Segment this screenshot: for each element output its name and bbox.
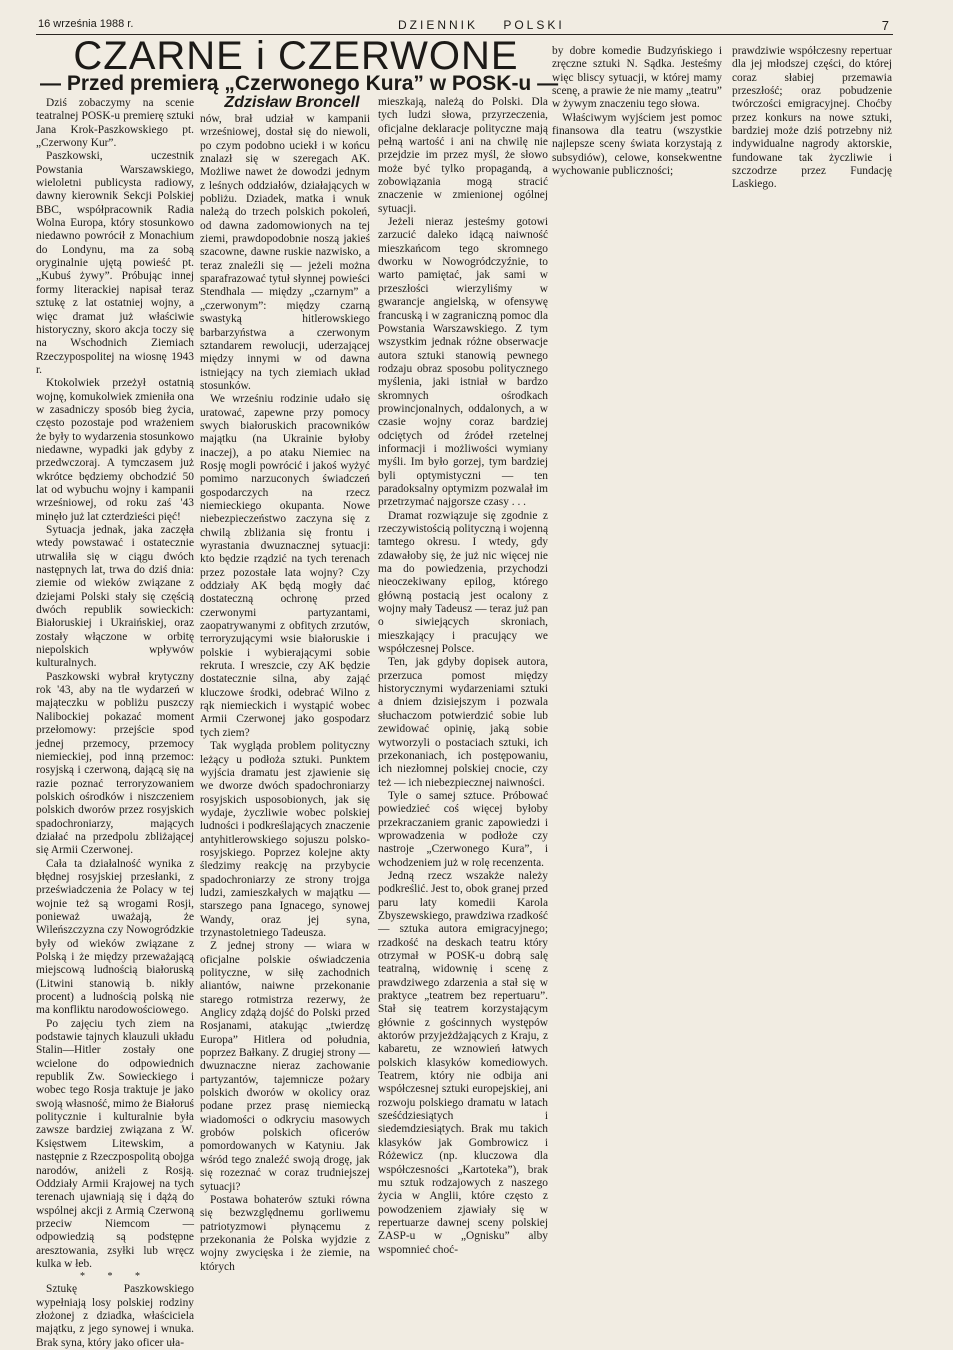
- issue-date: 16 września 1988 r.: [38, 18, 134, 30]
- newspaper-name: DZIENNIK POLSKI: [398, 18, 565, 32]
- paragraph: Paszkowski, uczestnik Powstania Warszawskiego, wieloletni publicysta radiowy, dawny kierownik Sekcji Polskiej BBC, współpracownik Radia Wolna Europa, który stosunkowo niedawno powrócił z Monachium do Londynu, ma za sobą oryginalnie ujętą powieść pt. „Kubuś żywy”. Próbując innej formy literackiej napisał teraz sztukę z lat ostatniej wojny, a więc dramat już właściwie historyczny, skoro akcja toczy się na Wschodnich Ziemiach Rzeczypospolitej na wiosnę 1943 r.: [36, 150, 194, 376]
- paragraph: Postawa bohaterów sztuki równa się bezwzględnemu gorliwemu patriotyzmowi płynącemu z przekonania że Polska wyjdzie z wojny zwycięska i że ziemie, na których: [200, 1193, 370, 1273]
- paragraph: Paszkowski wybrał krytyczny rok '43, aby na tle wydarzeń w mająteczku w pobliżu puszczy Nalibockiej pokazać moment przełomowy: przejście spod jednej przemocy, przemocy niemieckiej, pod inną przemoc: rosyjską i czerwoną, dającą się na razie poznać terroryzowaniem polskich ośrodków i niszczeniem polskich dworów przez rosyjskich spadochroniarzy, mających działać na przedpolu zbliżającej się Armii Czerwonej.: [36, 670, 194, 857]
- paragraph: Sytuacja jednak, jaka zaczęła wtedy powstawać i ostatecznie utrwaliła się w ciągu dwóch następnych lat, trwa do dziś dnia: ziemie od wieków związane z dziejami Polski stały się częścią dwóch republik sowieckich: Białoruskiej i Ukraińskiej, oraz zostały włączone w orbitę niepolskich wpływów kulturalnych.: [36, 524, 194, 670]
- paragraph: Właściwym wyjściem jest pomoc finansowa dla teatru (wszystkie najlepsze sceny świata korzystają z subsydiów), celowe, konsekwentne wychowanie publiczności;: [552, 111, 722, 178]
- paragraph: Dramat rozwiązuje się zgodnie z rzeczywistością polityczną i wojenną tamtego okresu. I wtedy, gdy zdawałoby się, że już nic więcej nie ma do powiedzenia, przychodzi nieoczekiwany epilog, którego główną postacią jest ocalony z wojny mały Tadeusz — teraz już pan o siwiejących skroniach, mieszkający i pracujący we współczesnej Polsce.: [378, 509, 548, 656]
- article-subtitle: — Przed premierą „Czerwonego Kura” w POSK-u —: [40, 72, 559, 95]
- column-5: [732, 45, 892, 191]
- author-byline: Zdzisław Broncell: [224, 94, 360, 111]
- column-4: [552, 45, 722, 178]
- paragraph: Dziś zobaczymy na scenie teatralnej POSK-u premierę sztuki Jana Krok-Paszkowskiego pt. „Czerwony Kur”.: [36, 97, 194, 150]
- paragraph: Po zajęciu tych ziem na podstawie tajnych klauzuli układu Stalin—Hitler zostały one wcielone do odpowiednich republik Zw. Sowieckiego i wobec tego Rosja traktuje je jako swoją własność, mimo że Białoruś politycznie i kulturalnie była zawsze bardziej związana z W. Księstwem Litewskim, a następnie z Rzeczpospolitą obojga narodów, aniżeli z Rosją. Oddziały Armii Krajowej na tych terenach ujawniają się i dążą do wspólnej akcji z Armią Czerwoną przeciw Niemcom — odpowiedzią są podstępne aresztowania, zsyłki lub wręcz kulka w łeb.: [36, 1017, 194, 1270]
- paragraph: Z jednej strony — wiara w oficjalne polskie oświadczenia polityczne, w siłę zachodnich aliantów, naiwne przekonanie starego rotmistrza rezerwy, że Anglicy zdążą dojść do Polski przed Rosjanami, atakując „twierdzę Europa” Hitlera od południa, poprzez Bałkany. Z drugiej strony — dwuznaczne nieraz zachowanie partyzantów, tajemnicze pożary polskich dworów w okolicy oraz podane przez prasę niemiecką wiadomości o odkryciu masowych grobów polskich oficerów pomordowanych w Katyniu. Jak wśród tego znaleźć swoją drogę, jak się rozeznać w coraz trudniejszej sytuacji?: [200, 940, 370, 1193]
- paragraph: Tak wygląda problem polityczny leżący u podłoża sztuki. Punktem wyjścia dramatu jest zjawienie się we dworze dwóch spadochroniarzy rosyjskich usposobionych, jak się wydaje, życzliwie wobec polskiej ludności i podkreślających znaczenie antyhitlerowskiego sojuszu polsko-rosyjskiego. Poprzez kolejne akty śledzimy reakcję na przybycie spadochroniarzy ze strony trojga ludzi, zamieszkałych w majątku — starszego pana Ignacego, synowej Wandy, oraz jej syna, trzynastoletniego Tadeusza.: [200, 740, 370, 939]
- paragraph: nów, brał udział w kampanii wrześniowej, dostał się do niewoli, po czym podobno uciekł i w końcu znalazł się w szeregach AK. Możliwe nawet że dowodzi jednym z leśnych oddziałów, działających w pobliżu. Dziadek, matka i wnuk należą do trzech polskich pokoleń, od dawna zadomowionych na tej ziemi, prawdopodobnie noszą jakieś szacowne, dawne ruskie nazwisko, a teraz znaleźli się — jeżeli można sparafrazować tytuł słynnej powieści Stendhala — między „czarnym” a „czerwonym”: między czarną swastyką hitlerowskiego barbarzyństwa a czerwonym sztandarem rewolucji, uderzającej między innymi w od dawna istniejący na tych ziemiach układ stosunków.: [200, 113, 370, 392]
- paragraph: Ten, jak gdyby dopisek autora, przerzuca pomost między historycznymi wydarzeniami sztuki a dniem dzisiejszym i pozwala słuchaczom potwierdzić sobie lub zewidować opinię, jaką sobie wytworzyli o postaciach sztuki, ich przekonaniach, ich postępowaniu, ich niezłomnej polskiej cnocie, czy też — ich niebezpiecznej naiwności.: [378, 656, 548, 789]
- paragraph: Jeżeli nieraz jesteśmy gotowi zarzucić daleko idącą naiwność mieszkańcom tego skromnego dworku w Nowogródczyźnie, to warto pamiętać, jak sami w przeszłości wierzyliśmy w gwarancje angielską, w ofensywę francuską i w zagraniczną pomoc dla Powstania Warszawskiego. Z tym wszystkim jednak różne obserwacje autora sztuki stanowią pewnego rodzaju obraz sposobu politycznego myślenia, jaki istniał w bardzo skromnych ośrodkach prowincjonalnych, oddalonych, a w czasie wojny coraz bardziej odciętych od źródeł rzetelnej informacji i możliwości wymiany myśli. Im było gorzej, tym bardziej byli optymistyczni — ten paradoksalny optymizm pozwalał im przetrzymać najgorsze czasy . . .: [378, 216, 548, 509]
- paragraph: mieszkają, należą do Polski. Dla tych ludzi słowa, przyrzeczenia, oficjalne deklaracje polityczne mają pełną wartość i ani na chwilę nie przejdzie im przez myśl, że słowo może być tylko propagandą, a zobowiązania mogą stracić znaczenie w zmienionej ogólnej sytuacji.: [378, 96, 548, 215]
- paragraph: prawdziwie współczesny repertuar dla jej młodszej części, do której coraz słabiej przemawia przeszłość; oraz pobudzenie twórczości emigracyjnej. Choćby przez konkurs na nowe sztuki, bardziej może dziś potrzebny niż indywidualne nagrody aktorskie, fundowane tak życzliwie i szczodrze przez Fundację Laskiego.: [732, 45, 892, 191]
- column-1: [36, 97, 194, 1349]
- page-number: 7: [881, 18, 889, 33]
- column-3: [378, 96, 548, 1256]
- paragraph: by dobre komedie Budzyńskiego i zręczne sztuki N. Sądka. Jesteśmy więc bliscy sytuacji, w której mamy scenę, a prawie że nie mamy „teatru” w żywym znaczeniu tego słowa.: [552, 45, 722, 111]
- paragraph: Ktokolwiek przeżył ostatnią wojnę, komukolwiek zmieniła ona w zasadniczy sposób bieg życia, często pozostaje pod wrażeniem że były to wydarzenia stosunkowo niedawne, wypadki jak gdyby z przedwczoraj. A tymczasem już wkrótce będziemy obchodzić 50 lat od wybuchu wojny i kampanii wrześniowej, od roku zaś '43 minęło już lat czterdzieści pięć!: [36, 377, 194, 523]
- paragraph: Cała ta działalność wynika z błędnej rosyjskiej przesłanki, z przeświadczenia że Polacy w tej wojnie też są wrogami Rosji, ponieważ uważają, że Wileńszczyzna czy Nowogródzkie były od wieków związane z Polską i że między przeważającą miejscową ludnością białoruską (Litwini stanowią b. nikły procent) a ludnością polską nie ma konfliktu narodowościowego.: [36, 857, 194, 1017]
- column-2: [200, 113, 370, 1273]
- article-title: CZARNE i CZERWONE: [73, 34, 519, 78]
- paragraph: Jedną rzecz wszakże należy podkreślić. Jest to, obok granej przed paru laty komedii Karola Zbyszewskiego, prawdziwa rzadkość — sztuka autora emigracyjnego; rzadkość na deskach teatru który otrzymał w POSK-u dobrą salę teatralną, widownię i scenę z prawdziwego zdarzenia a stał się w praktyce „teatrem bez repertuaru”. Stał się teatrem korzystającym głównie z gościnnych występów aktorów przyjeżdżających z Kraju, z kabaretu, ze wznowień łatwych polskich klasyków komediowych. Teatrem, który nie odbija ani współczesnej sztuki europejskiej, ani rozwoju polskiego dramatu w latach sześćdziesiątych i siedemdziesiątych. Brak mu takich klasyków jak Gombrowicz i Różewicz (np. kluczowa dla współczesności „Kartoteka”), brak mu sztuk rodzajowych z naszego życia w Anglii, które często z powodzeniem zjawiały się w repertuarze dawnej sceny polskiej ZASP-u w „Ognisku” alby wspomnieć choć-: [378, 869, 548, 1256]
- section-separator: * * *: [80, 1271, 150, 1283]
- paragraph: We wrześniu rodzinie udało się uratować, zapewne przy pomocy swych białoruskich pracowników majątku (na Ukrainie byłoby inaczej), a po ataku Niemiec na Rosję mogli powrócić i jakoś wyżyć pomimo narzuconych świadczeń gospodarczych na rzecz niemieckiego okupanta. Nowe niebezpieczeństwo zaczyna się z chwilą zbliżania się frontu i wyrastania dwuznacznej sytuacji: kto będzie rządzić na tych terenach przez pozostałe lata wojny? Czy oddziały AK będą mogły dać dostateczną ochronę przed czerwonymi partyzantami, zaopatrywanymi z obfitych zrzutów, terroryzującymi wsie białoruskie i polskie i wybierającymi sobie rekruta. I wreszcie, czy AK będzie dostatecznie silna, aby zająć kluczowe środki, odebrać Wilno z rąk niemieckich i wystąpić wobec Armii Czerwonej jako gospodarz tych ziem?: [200, 393, 370, 739]
- paragraph: Tyle o samej sztuce. Próbować powiedzieć coś więcej byłoby przekraczaniem granic zapowiedzi i wprowadzenia w podłoże czy nastroje „Czerwonego Kura”, i wchodzeniem już w rolę recenzenta.: [378, 789, 548, 869]
- paragraph: Sztukę Paszkowskiego wypełniają losy polskiej rodziny złożonej z dziadka, właściciela majątku, z jego synowej i wnuka. Brak syna, który jako oficer uła-: [36, 1283, 194, 1349]
